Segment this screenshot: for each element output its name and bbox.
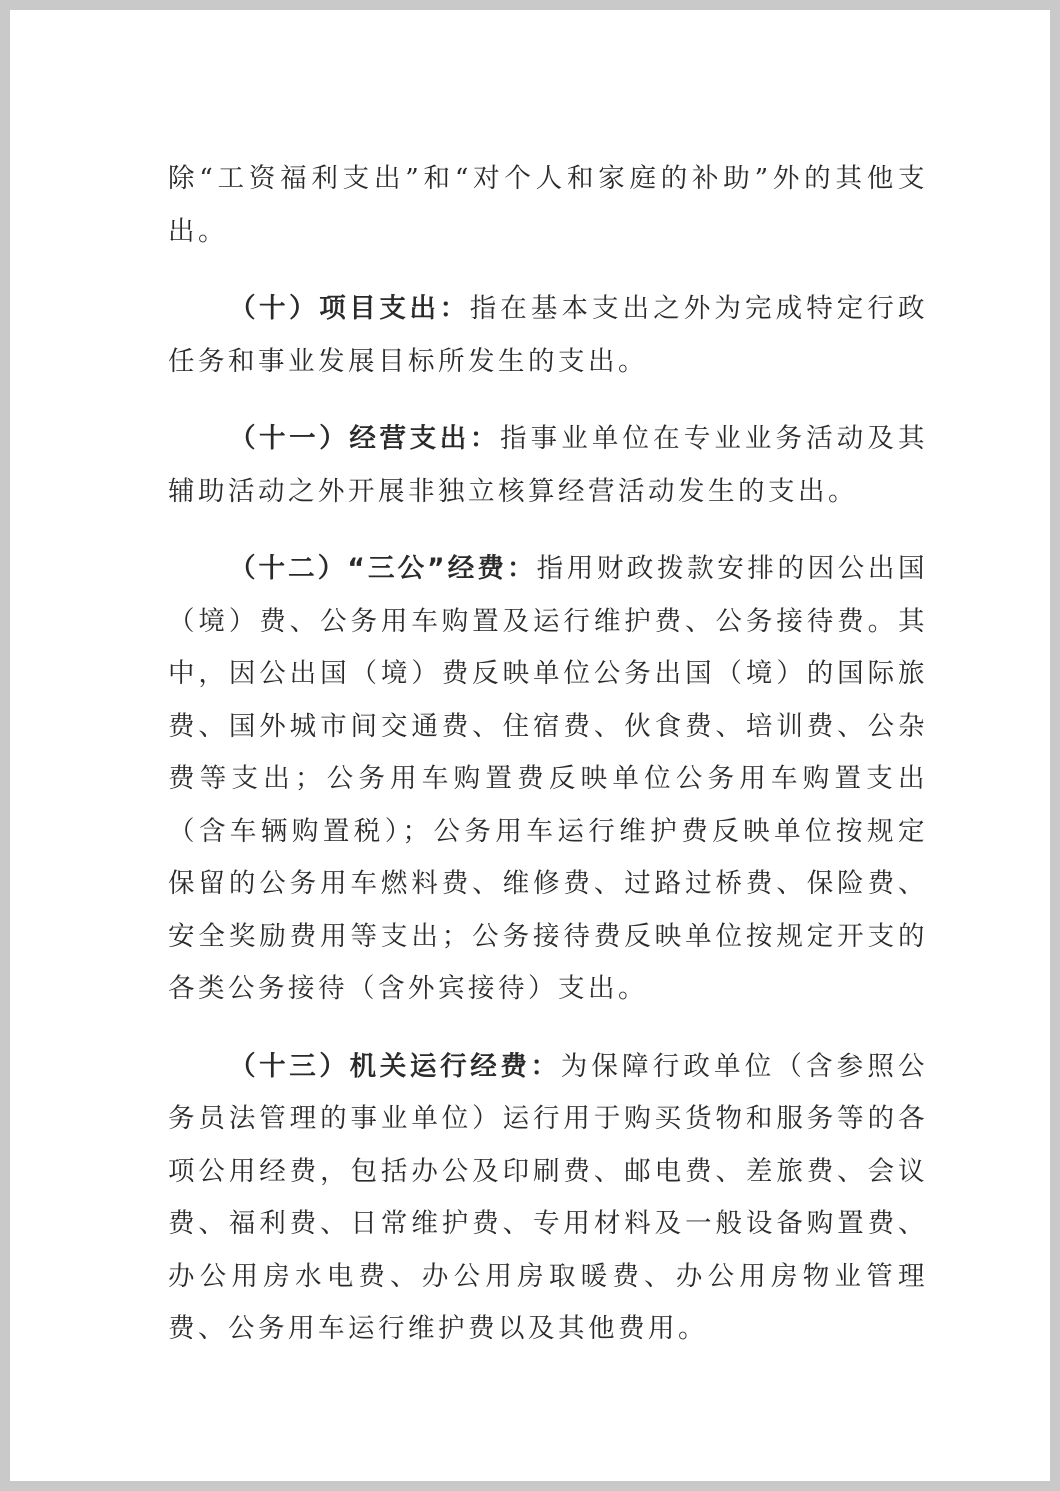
paragraph-text: 为保障行政单位（含参照公务员法管理的事业单位）运行用于购买货物和服务等的各项公用经费，包括办公及印刷费、邮电费、差旅费、会议费、福利费、日常维护费、专用材料及一般设备购置费、办公用房水电费、办公用房取暖费、办公用房物业管理费、公务用车运行维护费以及其他费用。	[168, 1050, 928, 1344]
paragraph-heading: （十一）经营支出：	[228, 423, 500, 454]
paragraph-project-expenditure	[168, 283, 928, 388]
paragraph-text: 除“工资福利支出”和“对个人和家庭的补助”外的其他支出。	[168, 163, 928, 247]
document-page	[10, 10, 1050, 1481]
paragraph-heading: （十三）机关运行经费：	[228, 1050, 561, 1082]
paragraph-three-public-expenses	[168, 543, 928, 1016]
paragraph-text: 指在基本支出之外为完成特定行政任务和事业发展目标所发生的支出。	[168, 293, 928, 377]
paragraph-heading: （十）项目支出：	[228, 293, 470, 324]
paragraph-operating-expenditure	[168, 413, 928, 518]
paragraph-continuation	[168, 153, 928, 258]
paragraph-text: 指事业单位在专业业务活动及其辅助活动之外开展非独立核算经营活动发生的支出。	[168, 423, 929, 507]
document-body	[168, 153, 928, 1381]
paragraph-text: 指用财政拨款安排的因公出国（境）费、公务用车购置及运行维护费、公务接待费。其中，因公出国（境）费反映单位公务出国（境）的国际旅费、国外城市间交通费、住宿费、伙食费、培训费、公杂费等支出；公务用车购置费反映单位公务用车购置支出（含车辆购置税）；公务用车运行维护费反映单位按规定保留的公务用车燃料费、维修费、过路过桥费、保险费、安全奖励费用等支出；公务接待费反映单位按规定开支的各类公务接待（含外宾接待）支出。	[168, 553, 928, 1004]
paragraph-heading: （十二）“三公”经费：	[228, 553, 537, 584]
paragraph-agency-operating-funds	[168, 1041, 928, 1356]
